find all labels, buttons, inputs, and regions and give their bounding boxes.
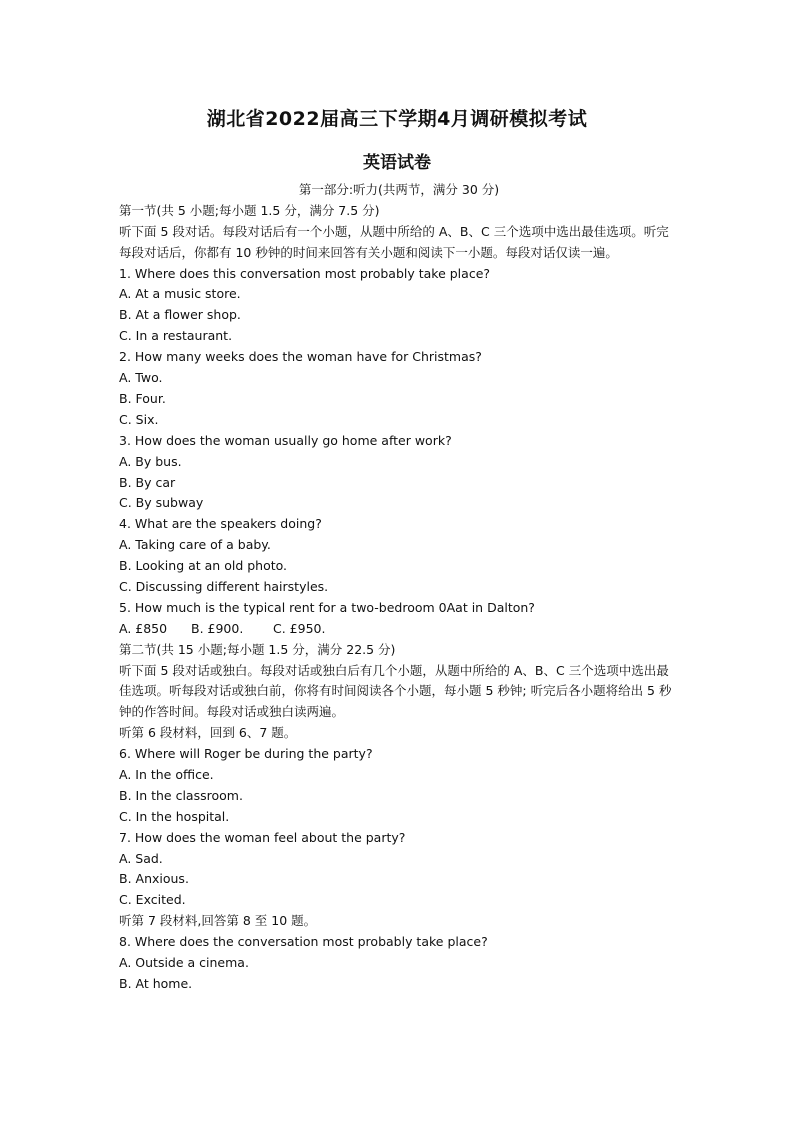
option-b: B. By car	[119, 474, 176, 490]
document-body	[119, 180, 679, 995]
option-a: A. Taking care of a baby.	[119, 537, 271, 553]
question-text: 5. How much is the typical rent for a two-bedroom 0Aat in Dalton?	[119, 599, 535, 615]
question-text: 6. Where will Roger be during the party?	[119, 746, 373, 762]
section1-heading: 第一节(共 5 小题;每小题 1.5 分，满分 7.5 分)	[119, 202, 380, 218]
question-text: 8. Where does the conversation most probably take place?	[119, 934, 488, 950]
option-a: A. £850	[119, 620, 168, 636]
options-row	[119, 619, 679, 640]
exam-title: 湖北省2022届高三下学期4月调研模拟考试	[206, 108, 588, 130]
option-c: C. £950.	[273, 620, 326, 636]
option-b: B. Anxious.	[119, 871, 189, 887]
option-a: A. Sad.	[119, 850, 163, 866]
question-2	[119, 347, 679, 431]
question-7	[119, 828, 679, 912]
option-b: B. Looking at an old photo.	[119, 558, 288, 574]
question-text: 3. How does the woman usually go home after work?	[119, 432, 452, 448]
section1-instructions: 听下面 5 段对话。每段对话后有一个小题，从题中所给的 A、B、C 三个选项中选出最佳选项。听完每段对话后，你都有 10 秒钟的时间来回答有关小题和阅读下一小题。每段对话仅读一遍。	[119, 223, 669, 260]
question-8	[119, 932, 679, 995]
exam-subtitle: 英语试卷	[363, 153, 431, 173]
section2-instructions: 听下面 5 段对话或独白。每段对话或独白后有几个小题，从题中所给的 A、B、C 三个选项中选出最佳选项。听每段对话或独白前，你将有时间阅读各个小题，每小题 5 秒钟; 听完后各小题将给出 5 秒钟的作答时间。每段对话或独白读两遍。	[119, 662, 672, 720]
material-6-note: 听第 6 段材料，回到 6、7 题。	[119, 725, 297, 741]
material-7-note: 听第 7 段材料,回答第 8 至 10 题。	[119, 913, 317, 929]
option-a: A. At a music store.	[119, 286, 241, 302]
question-4	[119, 514, 679, 598]
part1-heading: 第一部分:听力(共两节，满分 30 分)	[298, 182, 500, 197]
option-b: B. £900.	[191, 620, 244, 636]
section2-heading: 第二节(共 15 小题;每小题 1.5 分，满分 22.5 分)	[119, 641, 396, 657]
question-6	[119, 744, 679, 828]
option-b: B. In the classroom.	[119, 787, 243, 803]
option-c: C. By subway	[119, 495, 204, 511]
option-a: A. Two.	[119, 370, 163, 386]
question-5	[119, 598, 679, 640]
question-text: 4. What are the speakers doing?	[119, 516, 322, 532]
question-3	[119, 431, 679, 515]
question-text: 7. How does the woman feel about the party?	[119, 829, 406, 845]
option-a: A. In the office.	[119, 767, 214, 783]
question-1	[119, 264, 679, 348]
option-a: A. By bus.	[119, 453, 182, 469]
question-text: 2. How many weeks does the woman have for Christmas?	[119, 349, 482, 365]
question-text: 1. Where does this conversation most probably take place?	[119, 265, 491, 281]
option-a: A. Outside a cinema.	[119, 955, 249, 971]
option-c: C. Six.	[119, 411, 159, 427]
option-c: C. In the hospital.	[119, 808, 230, 824]
option-c: C. In a restaurant.	[119, 328, 233, 344]
option-b: B. Four.	[119, 390, 166, 406]
option-c: C. Excited.	[119, 892, 186, 908]
option-c: C. Discussing different hairstyles.	[119, 578, 329, 594]
option-b: B. At a flower shop.	[119, 307, 241, 323]
option-b: B. At home.	[119, 975, 193, 991]
